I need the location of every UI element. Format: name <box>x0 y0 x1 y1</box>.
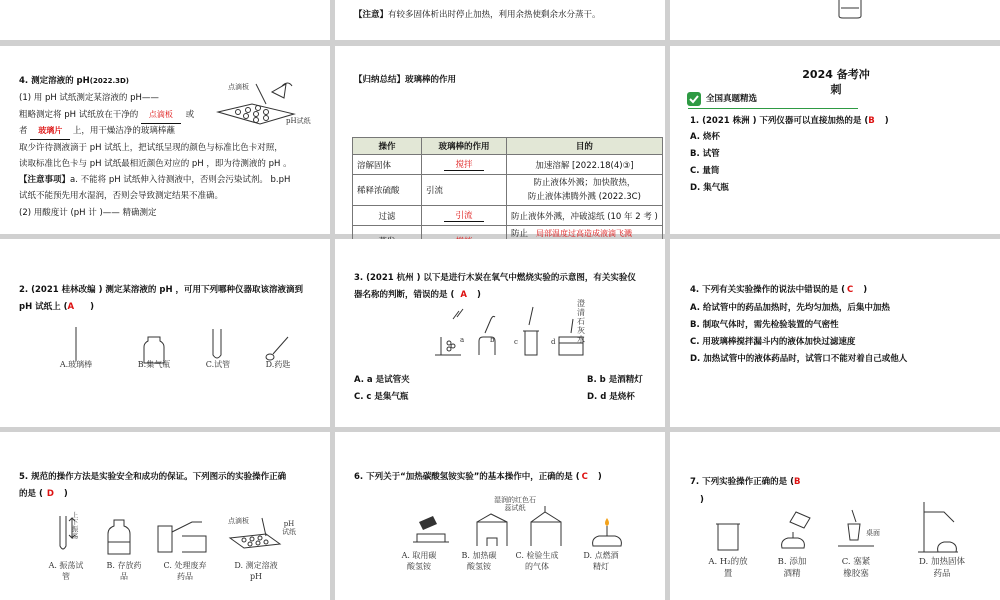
slide-question-5 <box>0 432 330 600</box>
question-5-line1: 5. 规范的操作方法是实验安全和成功的保证。下列图示的实验操作正确 <box>19 472 287 482</box>
answer-dropping-plate: 点滴板 <box>141 107 181 124</box>
ph-title: 4. 测定溶液的 pH(2022.3D) <box>19 76 129 86</box>
option-b: B. 制取气体时，需先检验装置的气密性 <box>690 320 839 330</box>
label-limewater: 澄清石灰水 <box>577 299 585 344</box>
caption-d: D. 测定溶液pH <box>234 561 278 581</box>
ph-line4: 取少许待测液滴于 pH 试纸上，把试纸呈现的颜色与标准比色卡对照， <box>19 143 283 153</box>
option-a: A. 给试管中的药品加热时，先均匀加热，后集中加热 <box>690 303 890 313</box>
question-2-line2: pH 试纸上 (A ) <box>19 302 94 312</box>
ph-line8: (2) 用酸度计 (pH 计 )—— 精确测定 <box>19 208 157 218</box>
test-gas-icon <box>523 508 569 548</box>
slide-evaporation-note <box>0 0 330 40</box>
caption-c: C. 塞紧橡胶塞 <box>841 557 871 579</box>
ph-line1: (1) 用 pH 试纸测定某溶液的 pH—— <box>19 93 159 103</box>
question-7-close: ) <box>700 495 704 505</box>
caption-a: A. 振荡试管 <box>48 561 84 581</box>
label-table: 桌面 <box>866 529 880 537</box>
ph-line5: 读取标准比色卡与 pH 试纸最相近颜色对应的 pH ，即为待测液的 pH 。 <box>19 159 292 169</box>
option-d: D. 集气瓶 <box>690 183 729 193</box>
question-2-line1: 2. (2021 桂林改编 ) 测定某溶液的 pH ，可用下列哪种仪器取该溶液滴到 <box>19 285 304 295</box>
ph-line2: 粗略测定将 pH 试纸放在干净的 点滴板 或 <box>19 107 194 124</box>
option-b: B. b 是酒精灯 <box>587 375 643 385</box>
caption-d: D. 点燃酒精灯 <box>583 551 619 571</box>
table-row: 溶解固体 搅拌 加速溶解 [2022.18(4)③] <box>353 155 663 175</box>
checkmark-icon <box>686 91 702 107</box>
section-title: 全国真题精选 <box>706 94 758 104</box>
caption-b: B. 添加酒精 <box>777 557 807 579</box>
waste-disposal-icon <box>152 514 212 554</box>
illustration-label-plate: 点滴板 <box>228 83 249 91</box>
note-line: 【注意】有较多固体析出时停止加热，利用余热使剩余水分蒸干。 <box>354 10 601 20</box>
heat-tube-icon <box>469 508 515 548</box>
question-3-line2: 器名称的判断，错误的是 ( A ) <box>354 290 481 300</box>
slide-question-7 <box>670 432 1000 600</box>
label-shake: 上下振荡 <box>71 511 79 540</box>
caption-c: C. 处理废弃药品 <box>163 561 207 581</box>
caption-c: C.试管 <box>205 360 231 369</box>
caption-a: A.玻璃棒 <box>59 360 93 369</box>
option-c: C. 量筒 <box>690 166 720 176</box>
caption-b: B. 加热碳酸氢铵 <box>461 551 497 571</box>
option-a: A. 烧杯 <box>690 132 720 142</box>
caption-b: B. 存放药品 <box>106 561 142 581</box>
section-divider <box>688 108 858 109</box>
slide-question-3 <box>335 239 665 427</box>
take-reagent-icon <box>409 512 455 548</box>
caption-a: A. 取用碳酸氢铵 <box>401 551 437 571</box>
table-header: 操作 <box>353 138 422 155</box>
caption-d: D.药匙 <box>265 360 291 369</box>
option-d: D. 加热试管中的液体药品时，试管口不能对着自己或他人 <box>690 354 908 364</box>
exam-heading: 2024 备考冲刺 <box>802 68 870 96</box>
label-litmus-paper: 湿润的红色石蕊试纸 <box>494 496 536 512</box>
option-d: D. d 是烧杯 <box>587 392 635 402</box>
bottle-icon <box>104 518 134 558</box>
slide-beaker-fragment <box>670 0 1000 40</box>
answer-glass-slide: 玻璃片 <box>30 123 70 140</box>
label-plate: 点滴板 <box>228 517 249 525</box>
label-a: a <box>460 336 465 344</box>
table-row: 防止 局部温度过高造成液滴飞溅 <box>353 226 663 257</box>
caption-c: C. 检验生成的气体 <box>515 551 559 571</box>
caption-b: B.集气瓶 <box>137 360 171 369</box>
slide-glass-rod-summary <box>335 46 665 239</box>
summary-title: 【归纳总结】玻璃棒的作用 <box>354 75 457 85</box>
table-row: 稀释浓硫酸 引流 防止液体外溅；加快散热， 防止液体沸腾外溅 (2022.3C) <box>353 175 663 206</box>
table-header: 目的 <box>507 138 663 155</box>
caption-a: A. H₂的放置 <box>708 557 748 579</box>
question-1: 1. (2021 株洲 ) 下列仪器可以直接加热的是 (B ) <box>690 116 889 126</box>
option-a: A. a 是试管夹 <box>354 375 410 385</box>
slide-question-6 <box>335 432 665 600</box>
slide-ph-measurement <box>0 46 330 234</box>
caption-d: D. 加热固体药品 <box>919 557 965 579</box>
label-b: b <box>490 336 495 344</box>
question-4: 4. 下列有关实验操作的说法中错误的是 ( C ) <box>690 285 868 295</box>
slide-question-4 <box>670 239 1000 427</box>
add-alcohol-icon <box>772 510 816 552</box>
slide-real-exam <box>670 46 1000 234</box>
label-ph-paper: pH试纸 <box>282 520 296 536</box>
test-tube-icon <box>207 327 227 363</box>
ph-line3: 者 玻璃片 上，用干燥洁净的玻璃棒蘸 <box>19 123 175 140</box>
alcohol-lamp-icon <box>585 510 631 550</box>
heat-solid-icon <box>914 498 964 554</box>
option-b: B. 试管 <box>690 149 720 159</box>
question-3-line1: 3. (2021 杭州 ) 以下是进行木炭在氧气中燃烧实验的示意图，有关实验仪 <box>354 273 636 283</box>
label-c: c <box>514 338 518 346</box>
shake-tube-icon <box>46 512 86 558</box>
beaker-icon <box>835 0 865 20</box>
option-c: C. 用玻璃棒搅拌漏斗内的液体加快过滤速度 <box>690 337 856 347</box>
option-c: C. c 是集气瓶 <box>354 392 409 402</box>
gas-jar-icon <box>714 520 742 554</box>
charcoal-experiment-illustration <box>433 297 593 357</box>
ph-note: 【注意事项】a. 不能将 pH 试纸伸入待测液中，否则会污染试剂。 b.pH <box>19 175 291 185</box>
question-5-line2: 的是 ( D ) <box>19 489 68 499</box>
table-row: 过滤 引流 防止液体外溅，冲破滤纸 (10 年 2 考 ) <box>353 206 663 226</box>
slide-evaporation-note-2 <box>335 0 665 40</box>
label-d: d <box>551 338 556 346</box>
table-header-row <box>353 138 663 155</box>
question-7: 7. 下列实验操作正确的是 (B <box>690 477 801 487</box>
slide-question-2 <box>0 239 330 427</box>
question-6: 6. 下列关于“加热碳酸氢铵实验”的基本操作中，正确的是 ( C ) <box>354 472 602 482</box>
table-header: 玻璃棒的作用 <box>422 138 507 155</box>
illustration-label-ph-paper: pH试纸 <box>286 117 311 125</box>
ph-line7: 试纸不能预先用水湿润，否则会导致测定结果不准确。 <box>19 191 224 201</box>
